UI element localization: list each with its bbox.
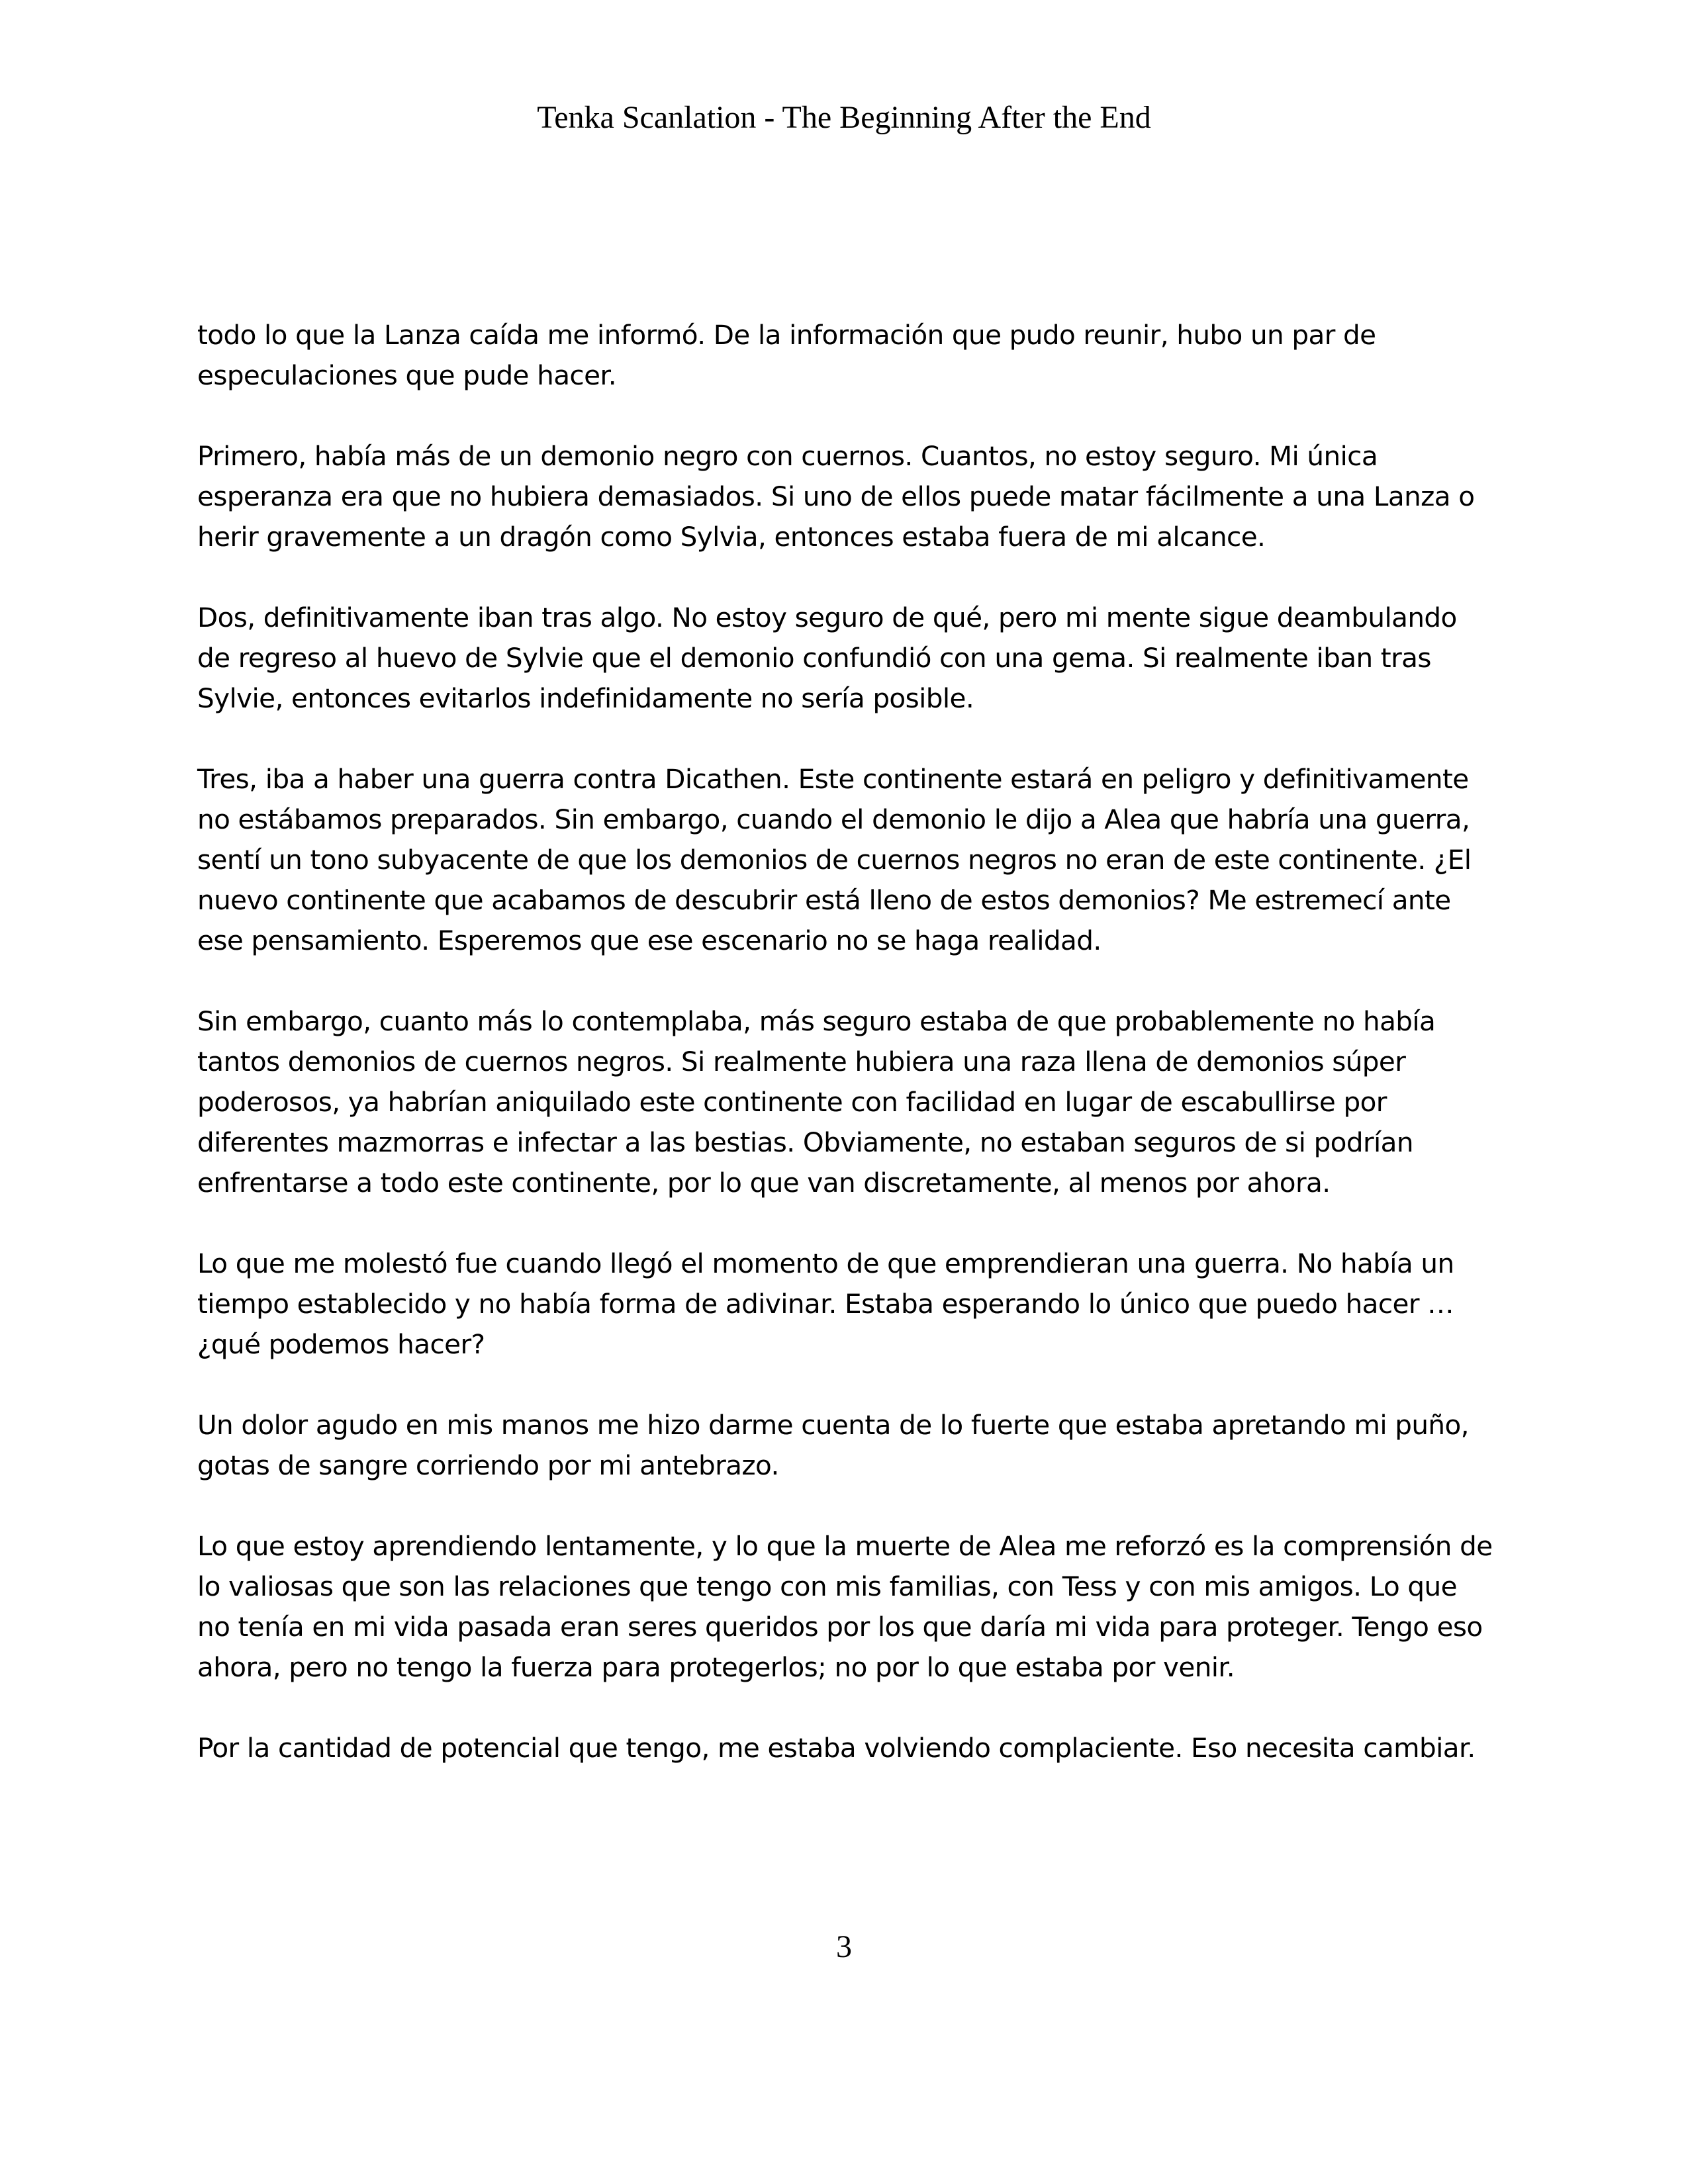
paragraph: Por la cantidad de potencial que tengo, me estaba volviendo complaciente. Eso necesita cambiar. xyxy=(197,1732,1476,1764)
page-header-title: Tenka Scanlation - The Beginning After the End xyxy=(537,100,1151,135)
paragraph: Primero, había más de un demonio negro con cuernos. Cuantos, no estoy seguro. Mi única esperanza era que no hubiera demasiados. Si uno de ellos puede matar fácilmente a una Lanza o herir gravemente a un dragón como Sylvia, entonces estaba fuera de mi alcance. xyxy=(197,440,1475,553)
paragraph: Lo que estoy aprendiendo lentamente, y lo que la muerte de Alea me reforzó es la comprensión de lo valiosas que son las relaciones que tengo con mis familias, con Tess y con mis amigos. Lo que no tenía en mi vida pasada eran seres queridos por los que daría mi vida para proteger. Tengo eso ahora, pero no tengo la fuerza para protegerlos; no por lo que estaba por venir. xyxy=(197,1530,1493,1683)
document-body xyxy=(197,315,1495,1809)
paragraph: todo lo que la Lanza caída me informó. De la información que pudo reunir, hubo un par de especulaciones que pude hacer. xyxy=(197,319,1376,391)
paragraph: Tres, iba a haber una guerra contra Dicathen. Este continente estará en peligro y definitivamente no estábamos preparados. Sin embargo, cuando el demonio le dijo a Alea que habría una guerra, sentí un tono subyacente de que los demonios de cuernos negros no eran de este continente. ¿El nuevo continente que acabamos de descubrir está lleno de estos demonios? Me estremecí ante ese pensamiento. Esperemos que ese escenario no se haga realidad. xyxy=(197,763,1472,956)
paragraph: Lo que me molestó fue cuando llegó el momento de que emprendieran una guerra. No había un tiempo establecido y no había forma de adivinar. Estaba esperando lo único que puedo hacer … ¿qué podemos hacer? xyxy=(197,1248,1454,1360)
paragraph: Dos, definitivamente iban tras algo. No estoy seguro de qué, pero mi mente sigue deambulando de regreso al huevo de Sylvie que el demonio confundió con una gema. Si realmente iban tras Sylvie, entonces evitarlos indefinidamente no sería posible. xyxy=(197,602,1457,714)
paragraph: Sin embargo, cuanto más lo contemplaba, más seguro estaba de que probablemente no había tantos demonios de cuernos negros. Si realmente hubiera una raza llena de demonios súper poderosos, ya habrían aniquilado este continente con facilidad en lugar de escabullirse por diferentes mazmorras e infectar a las bestias. Obviamente, no estaban seguros de si podrían enfrentarse a todo este continente, por lo que van discretamente, al menos por ahora. xyxy=(197,1005,1436,1199)
paragraph: Un dolor agudo en mis manos me hizo darme cuenta de lo fuerte que estaba apretando mi puño, gotas de sangre corriendo por mi antebrazo. xyxy=(197,1409,1469,1481)
page-number: 3 xyxy=(836,1929,852,1964)
